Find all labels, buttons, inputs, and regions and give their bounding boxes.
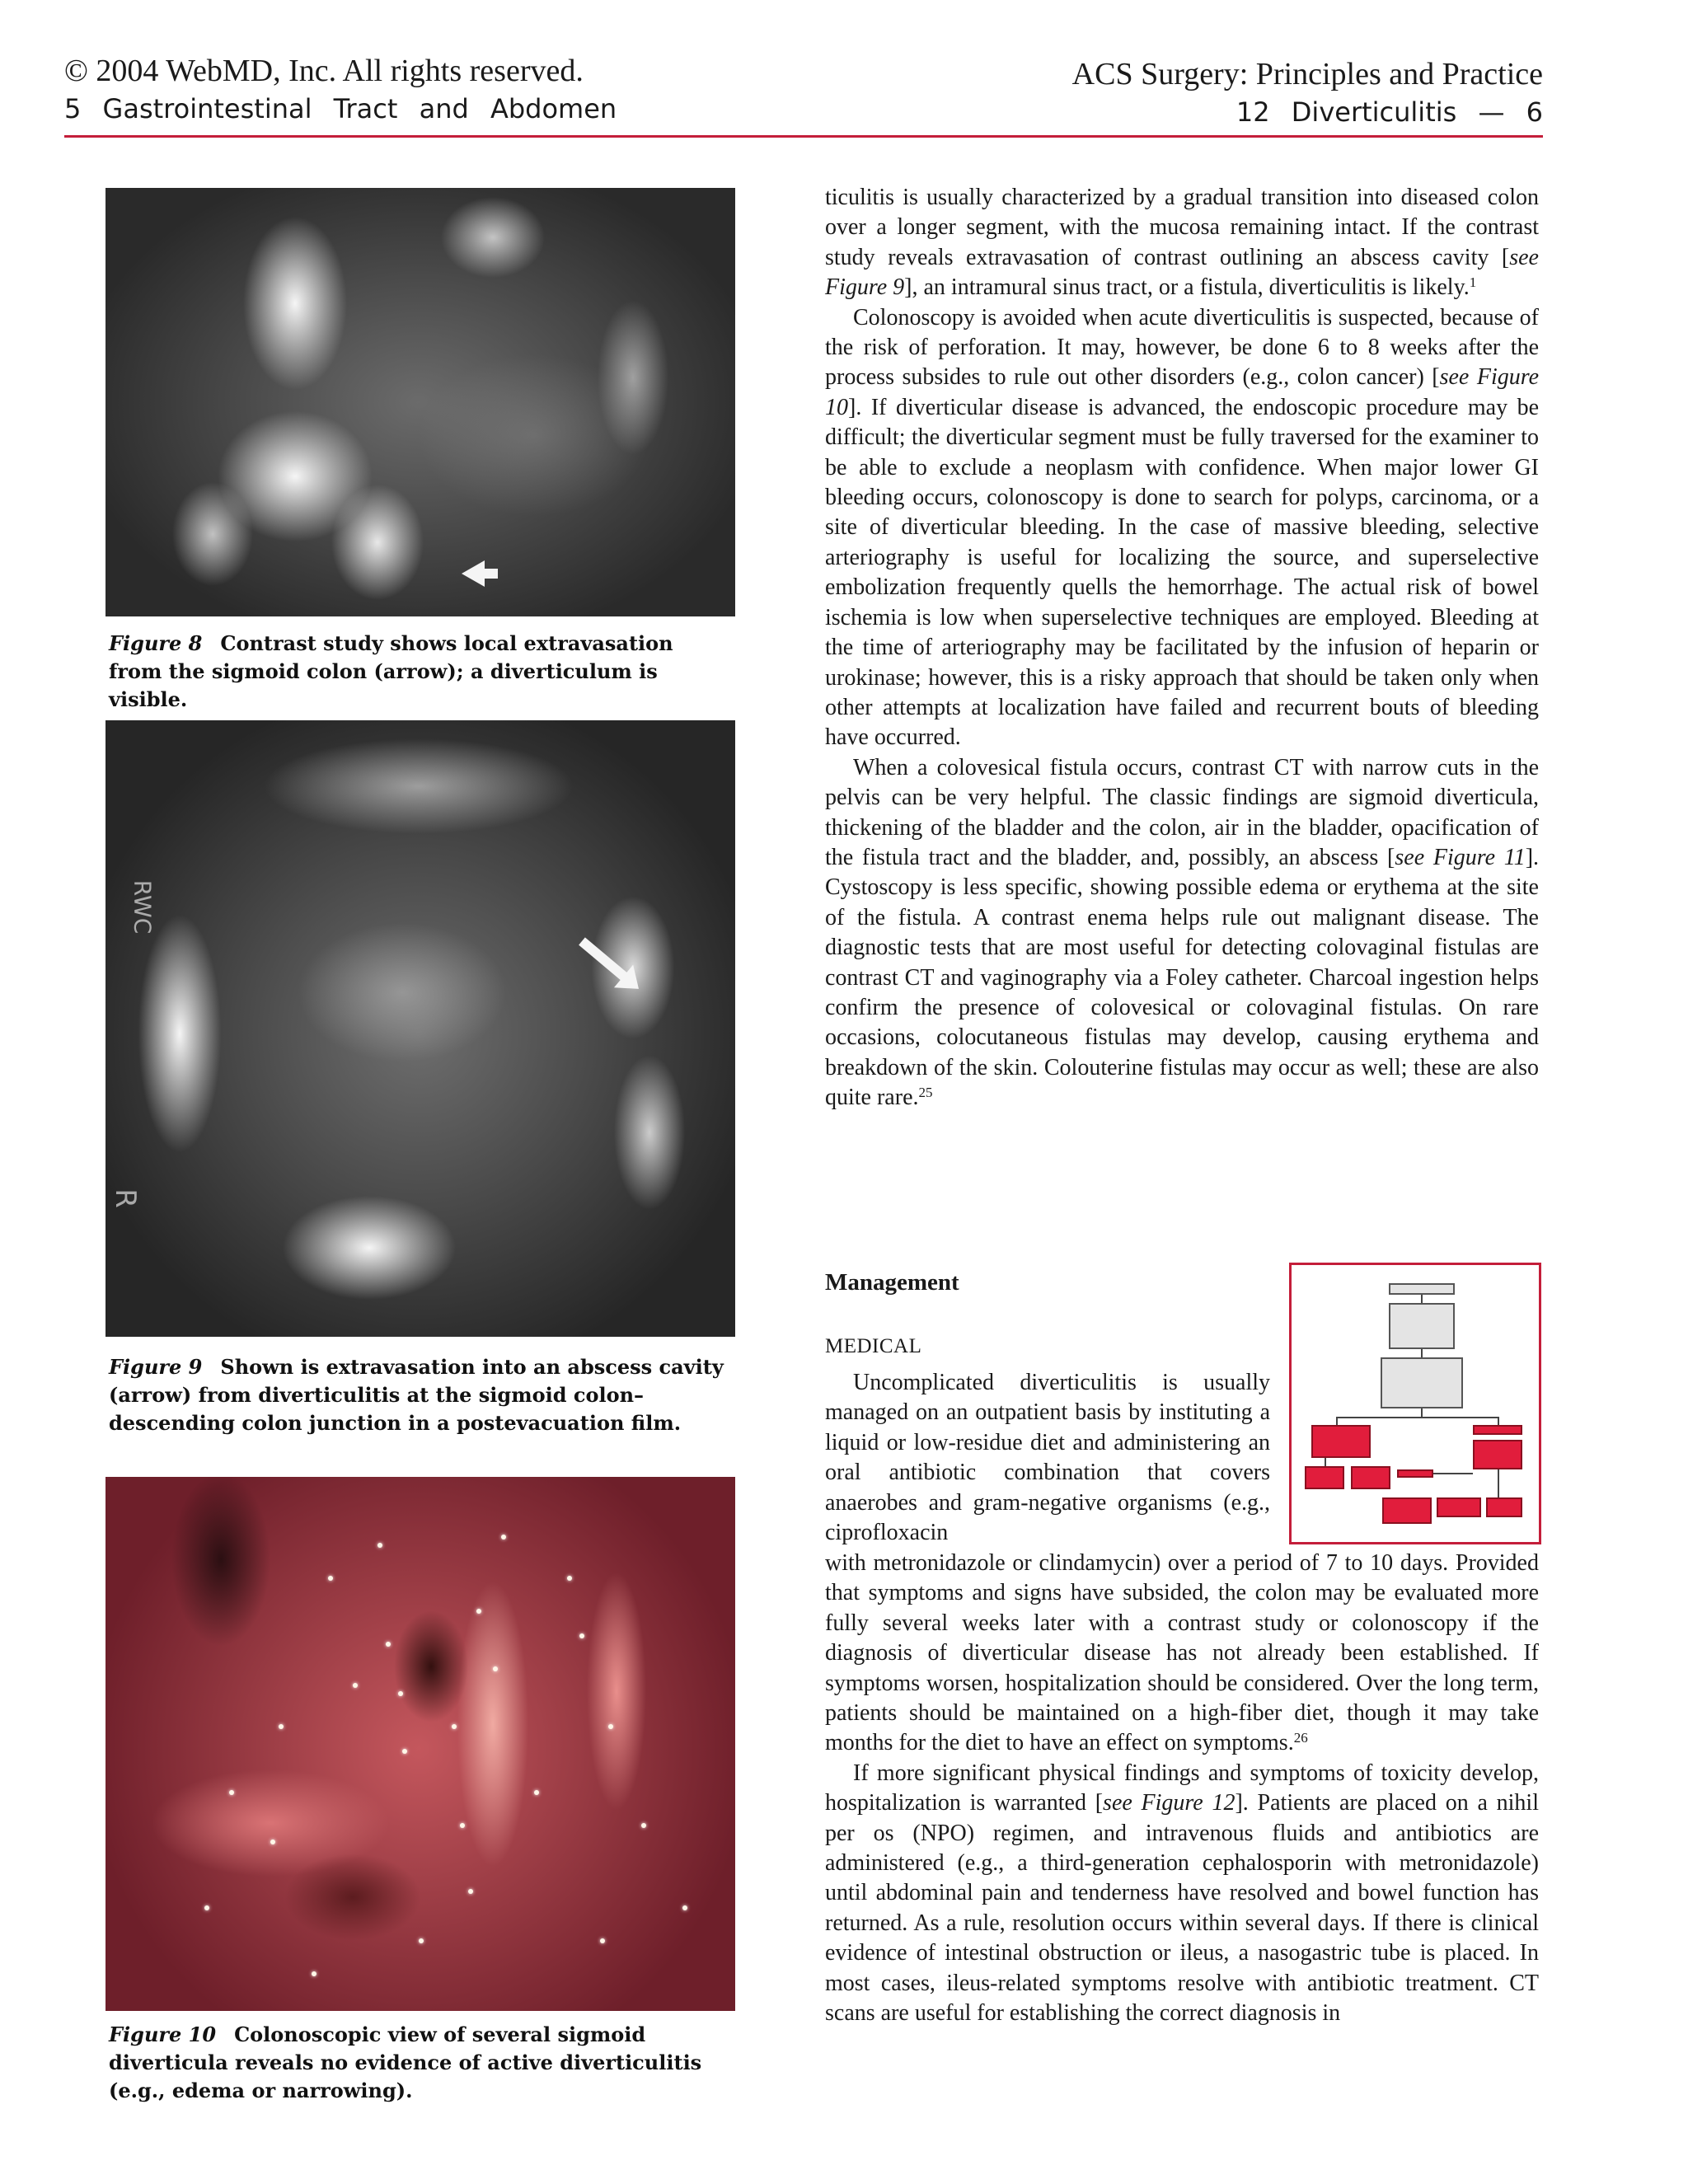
figure-10-caption — [109, 2021, 732, 2105]
specular-highlight — [460, 1823, 465, 1828]
flow-box-red — [1351, 1466, 1390, 1489]
flow-box-red — [1473, 1440, 1522, 1469]
flow-connector — [1421, 1408, 1423, 1417]
specular-highlight — [229, 1790, 234, 1795]
body-text-column-continued — [825, 1549, 1539, 2029]
specular-highlight — [641, 1823, 646, 1828]
figure-label: Figure 9 — [109, 1355, 203, 1379]
figure-9-caption — [109, 1353, 732, 1437]
algorithm-thumbnail[interactable] — [1289, 1263, 1541, 1544]
caption-text: Contrast study shows local extravasation from the sigmoid colon (arrow); a diverticulum is visible. — [109, 631, 673, 711]
text-run: ], an intramural sinus tract, or a fistula, diverticulitis is likely. — [904, 274, 1470, 301]
specular-highlight — [493, 1666, 498, 1671]
specular-highlight — [534, 1790, 539, 1795]
specular-highlight — [600, 1938, 605, 1943]
text-run: ]. Cystoscopy is less specific, showing possible edema or erythema at the site of the fistula. A contrast enema helps rule out malignant disease. The diagnostic tests that are most useful for detecting colovaginal fistulas are contrast CT and vaginography via a Foley catheter. Charcoal ingestion helps confirm the presence of colovesical or colovaginal fistulas. On rare occasions, colocutaneous fistulas may develop, causing erythema and breakdown of the skin. Colouterine fistulas may occur as well; these are also quite rare. — [825, 844, 1540, 1111]
specular-highlight — [353, 1683, 358, 1688]
specular-highlight — [419, 1938, 424, 1943]
flow-box-red — [1311, 1425, 1371, 1458]
caption-text: Shown is extravasation into an abscess cavity (arrow) from diverticulitis at the sigmoid colon–descending colon junction in a postevacuation film. — [109, 1355, 724, 1435]
flow-connector — [1336, 1417, 1499, 1418]
section-title: 5 Gastrointestinal Tract and Abdomen — [64, 93, 617, 124]
paragraph — [825, 183, 1539, 303]
citation-superscript[interactable]: 25 — [918, 1085, 933, 1101]
specular-highlight — [452, 1724, 457, 1729]
specular-highlight — [386, 1642, 391, 1647]
figure-reference-link[interactable]: see Figure 11 — [1395, 844, 1526, 870]
text-run: ]. If diverticular disease is advanced, the endoscopic procedure may be difficult; the diverticular segment must be fully traversed for the examiner to be able to exclude a neoplasm with confidence. When major lower GI bleeding occurs, colonoscopy is done to search for polyps, carcinoma, or a site of diverticular bleeding. In the case of massive bleeding, selective arteriography is useful for localizing the source, and superselective embolization frequently quells the hemorrhage. The actual risk of bowel ischemia is low when superselective techniques are employed. Bleeding at the time of arteriography may be facilitated by the infusion of heparin or urokinase; however, this is a risky approach that should be taken only when other attempts at localization have failed and recurrent bouts of bleeding have occurred. — [825, 394, 1539, 751]
film-marker-text: RWC — [129, 879, 157, 935]
figure-8-caption — [109, 630, 732, 714]
text-run: When a colovesical fistula occurs, contrast CT with narrow cuts in the pelvis can be very helpful. The classic findings are sigmoid diverticula, thickening of the bladder and the colon, air in the bladder, opacification of the fistula tract and the bladder, and, possibly, an abscess [ — [825, 754, 1539, 870]
specular-highlight — [608, 1724, 613, 1729]
specular-highlight — [204, 1905, 209, 1910]
paragraph: Uncomplicated diverticulitis is usually managed on an outpatient basis by instituting a liquid or low-residue diet and administering an oral antibiotic combination that covers anaerobes and gram-negative organisms (e.g., ciprofloxacin — [825, 1370, 1270, 1546]
flow-connector — [1421, 1349, 1423, 1357]
specular-highlight — [476, 1609, 481, 1614]
specular-highlight — [279, 1724, 284, 1729]
text-run: ticulitis is usually characterized by a gradual transition into diseased colon over a longer segment, with the mucosa remaining intact. If the contrast study reveals extravasation of contrast outlining an abscess cavity [ — [825, 185, 1539, 270]
curved-arrow-icon — [579, 937, 629, 982]
paragraph — [825, 1759, 1539, 2029]
figure-8-xray-image — [106, 188, 735, 616]
flow-connector — [1433, 1473, 1473, 1474]
paragraph — [825, 1549, 1539, 1759]
figure-8 — [106, 188, 735, 616]
figure-9 — [106, 720, 735, 1337]
citation-superscript[interactable]: 1 — [1469, 274, 1477, 291]
header-rule — [64, 135, 1543, 138]
medical-subheading: MEDICAL — [825, 1335, 922, 1357]
film-side-marker: R — [108, 1188, 142, 1208]
text-run: with metronidazole or clindamycin) over a period of 7 to 10 days. Provided that symptoms and signs have subsided, the colon may be evaluated more fully several weeks later with a contrast study or colonoscopy if the diagnosis of diverticular disease has not already been established. If symptoms worsen, hospitalization should be considered. Over the long term, patients should be maintained on a high-fiber diet, though it may take months for the diet to have an effect on symptoms. — [825, 1550, 1539, 1756]
paragraph — [825, 753, 1539, 1113]
specular-highlight — [468, 1889, 473, 1894]
flow-box — [1389, 1283, 1455, 1295]
figure-10 — [106, 1477, 735, 2011]
book-title: ACS Surgery: Principles and Practice — [1071, 57, 1543, 91]
flow-box-red — [1397, 1469, 1433, 1478]
flow-box-red — [1437, 1497, 1481, 1517]
specular-highlight — [270, 1840, 275, 1844]
copyright-line: © 2004 WebMD, Inc. All rights reserved. — [64, 54, 584, 88]
figure-reference-link[interactable]: see Figure 12 — [1103, 1790, 1236, 1816]
flow-box — [1381, 1357, 1463, 1408]
flow-box-red — [1305, 1466, 1344, 1489]
arrow-indicator-icon — [462, 560, 485, 587]
specular-highlight — [312, 1971, 316, 1976]
text-run: ]. Patients are placed on a nihil per os (NPO) regimen, and intravenous fluids and antibiotics are administered (e.g., a third-generation cephalosporin with metronidazole) until abdominal pain and tenderness have resolved and bowel function has returned. As a rule, resolution occurs within several days. If there is clinical evidence of intestinal obstruction or ileus, a nasogastric tube is placed. In most cases, ileus-related symptoms resolve with antibiotic treatment. CT scans are useful for establishing the correct diagnosis in — [825, 1790, 1539, 2027]
flow-connector — [1325, 1458, 1326, 1466]
flow-connector — [1498, 1417, 1499, 1425]
paragraph — [825, 303, 1539, 753]
text-run: Colonoscopy is avoided when acute diverticulitis is suspected, because of the risk of perforation. It may, however, be done 6 to 8 weeks after the process subsides to rule out other disorders (e.g., colon cancer) [ — [825, 304, 1539, 391]
flow-connector — [1498, 1469, 1499, 1497]
flow-box — [1389, 1303, 1455, 1349]
specular-highlight — [328, 1576, 333, 1581]
citation-superscript[interactable]: 26 — [1293, 1730, 1308, 1746]
figure-10-colonoscopy-image — [106, 1477, 735, 2011]
figure-reference-link[interactable]: see Figure 10 — [825, 364, 1540, 420]
flow-connector — [1336, 1417, 1338, 1425]
specular-highlight — [579, 1633, 584, 1638]
flow-connector — [1421, 1295, 1423, 1303]
specular-highlight — [402, 1749, 407, 1754]
figure-9-xray-image — [106, 720, 735, 1337]
text-run: If more significant physical findings and symptoms of toxicity develop, hospitalization is warranted [ — [825, 1760, 1539, 1816]
flow-box-red — [1382, 1497, 1432, 1524]
running-header-left — [64, 51, 617, 127]
specular-highlight — [398, 1691, 403, 1696]
figure-label: Figure 10 — [109, 2022, 217, 2046]
specular-highlight — [567, 1576, 572, 1581]
body-text-column — [825, 183, 1539, 1113]
flow-box-red — [1473, 1425, 1522, 1435]
specular-highlight — [501, 1535, 506, 1540]
caption-text: Colonoscopic view of several sigmoid diverticula reveals no evidence of active diverticulitis (e.g., edema or narrowing). — [109, 2022, 702, 2102]
figure-reference-link[interactable]: see Figure 9 — [825, 244, 1539, 301]
management-heading: Management — [825, 1269, 959, 1296]
chapter-title: 12 Diverticulitis — 6 — [1236, 96, 1543, 128]
specular-highlight — [682, 1905, 687, 1910]
figure-label: Figure 8 — [109, 631, 203, 655]
specular-highlight — [377, 1543, 382, 1548]
flow-box-red — [1486, 1497, 1522, 1517]
wrapped-paragraph — [825, 1368, 1270, 1548]
running-header-right — [1072, 54, 1543, 130]
